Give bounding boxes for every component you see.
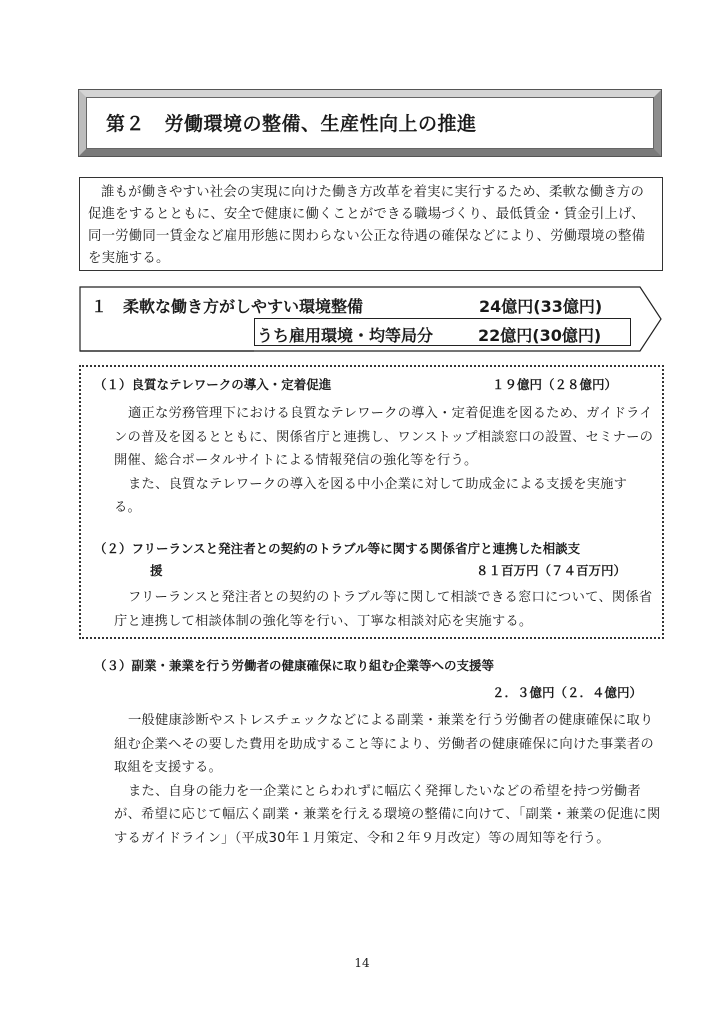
item2-paragraph: フリーランスと発注者との契約のトラブル等に関して相談できる窓口について、関係省庁と連携して相談体制の強化等を行い、丁寧な相談対応を実施する。	[114, 590, 653, 629]
sub-budget-box	[254, 318, 631, 346]
sub-budget-label: うち雇用環境・均等局分	[257, 326, 434, 345]
banner-amount: 24億円(33億円)	[479, 297, 603, 316]
item2-body	[114, 586, 654, 633]
sub-budget-amount: 22億円(30億円)	[478, 326, 602, 345]
item3-heading: （３）副業・兼業を行う労働者の健康確保に取り組む企業等への支援等	[94, 658, 495, 673]
page-number: 14	[354, 956, 370, 970]
section-title: 第２ 労働環境の整備、生産性向上の推進	[106, 113, 477, 135]
item1-paragraph: 適正な労務管理下における良質なテレワークの導入・定着促進を図るため、ガイドラインの普及を図るとともに、関係省庁と連携し、ワンストップ相談窓口の設置、セミナーの開催、総合ポータルサイトによる情報発信の強化等を行う。	[114, 406, 654, 468]
budget-banner	[79, 285, 663, 355]
item1-paragraph: また、良質なテレワークの導入を図る中小企業に対して助成金による支援を実施する。	[114, 476, 628, 515]
item2-heading-cont: 援	[150, 563, 163, 578]
intro-text: 誰もが働きやすい社会の実現に向けた働き方改革を着実に実行するため、柔軟な働き方の促進をするとともに、安全で健康に働くことができる職場づくり、最低賃金・賃金引上げ、同一労働同一賃金など雇用形態に関わらない公正な待遇の確保などにより、労働環境の整備を実施する。	[88, 185, 646, 266]
item2-heading: （２）フリーランスと発注者との契約のトラブル等に関する関係省庁と連携した相談支	[94, 541, 581, 556]
item3-body	[114, 709, 666, 850]
item3-paragraph: また、自身の能力を一企業にとらわれずに幅広く発揮したいなどの希望を持つ労働者が、希望に応じて幅広く副業・兼業を行える環境の整備に向けて、「副業・兼業の促進に関するガイドライン」（平成30年１月策定、令和２年９月改定）等の周知等を行う。	[114, 783, 661, 846]
intro-box	[79, 177, 663, 271]
item3-amount: ２．３億円（２．４億円）	[492, 685, 643, 700]
item2-amount: ８１百万円（７４百万円）	[476, 563, 627, 578]
item3-paragraph: 一般健康診断やストレスチェックなどによる副業・兼業を行う労働者の健康確保に取り組む企業へその要した費用を助成すること等により、労働者の健康確保に向けた事業者の取組を支援する。	[114, 713, 654, 775]
item1-amount: １９億円（２８億円）	[492, 377, 618, 392]
section-title-frame	[79, 90, 661, 156]
item1-heading: （１）良質なテレワークの導入・定着促進	[94, 377, 332, 392]
item1-body	[114, 402, 654, 520]
banner-label: １ 柔軟な働き方がしやすい環境整備	[91, 297, 364, 316]
